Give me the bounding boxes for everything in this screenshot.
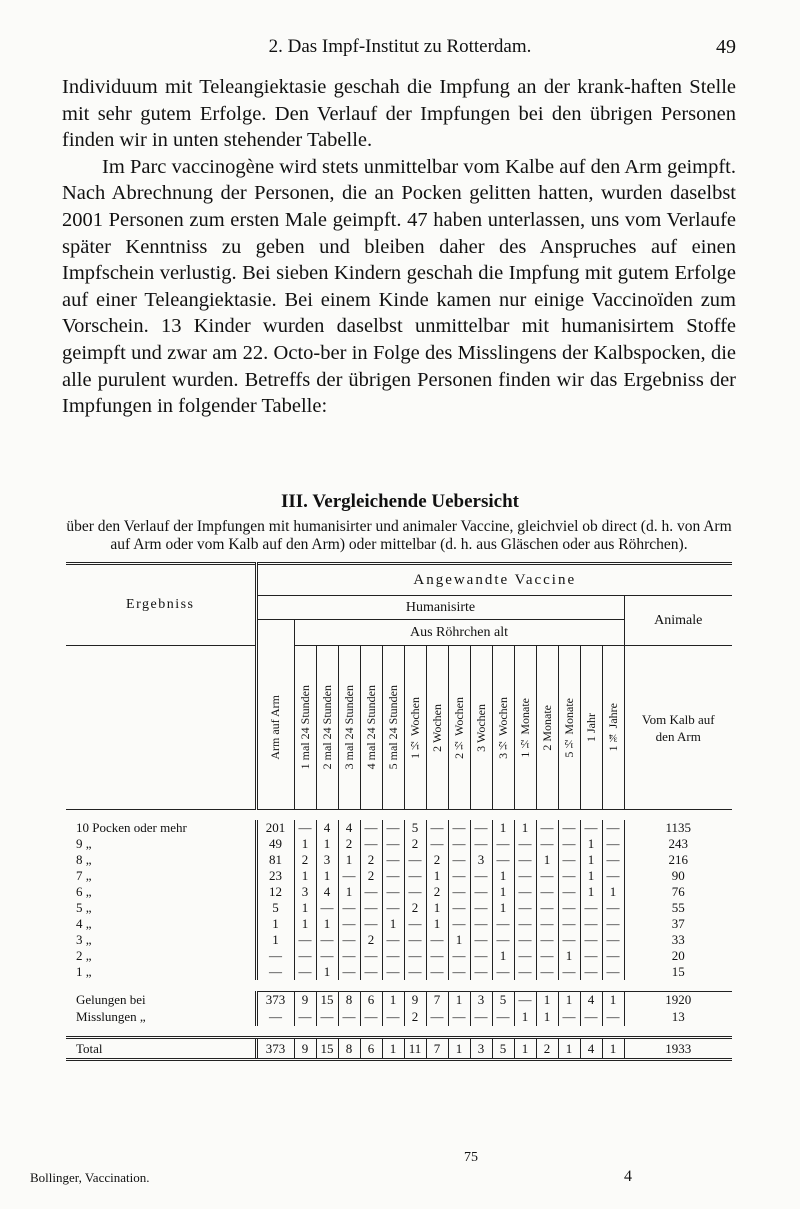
row-label: 3 „ (76, 931, 92, 947)
cell: — (404, 884, 426, 900)
cell: 5 (492, 992, 514, 1009)
cell: 1 (580, 884, 602, 900)
cell: 9 (404, 992, 426, 1009)
table-row (66, 884, 732, 900)
humanisirte-sum: 75 (464, 1150, 478, 1165)
col-header: 1½ Wochen (407, 696, 422, 759)
cell: 20 (624, 948, 732, 964)
cell: — (360, 916, 382, 932)
cell: 8 (338, 992, 360, 1009)
cell: — (558, 1009, 580, 1026)
table-row (66, 964, 732, 980)
footer (30, 1170, 770, 1190)
cell: — (382, 900, 404, 916)
cell: 33 (624, 932, 732, 948)
cell: 1 (338, 884, 360, 900)
col-header: 3 Wochen (473, 703, 488, 752)
cell: — (514, 916, 536, 932)
cell: — (470, 932, 492, 948)
cell: — (448, 868, 470, 884)
row-label: 5 „ (76, 899, 92, 915)
cell: — (536, 836, 558, 852)
cell: — (558, 852, 580, 868)
cell: 1 (316, 868, 338, 884)
cell: 1933 (624, 1038, 732, 1060)
col-header: 2½ Wochen (451, 696, 466, 759)
cell: — (426, 964, 448, 980)
cell: — (360, 964, 382, 980)
cell: 1 (492, 884, 514, 900)
cell: — (558, 900, 580, 916)
summary-row (66, 1009, 732, 1026)
cell: 23 (256, 868, 294, 884)
cell: — (360, 884, 382, 900)
cell: 3 (470, 1038, 492, 1060)
cell: — (514, 932, 536, 948)
cell: — (448, 948, 470, 964)
cell: — (338, 868, 360, 884)
cell: 1 (448, 932, 470, 948)
cell: — (470, 868, 492, 884)
cell: 2 (426, 884, 448, 900)
cell: — (338, 916, 360, 932)
table-row (66, 836, 732, 852)
cell: — (580, 948, 602, 964)
cell: — (316, 1009, 338, 1026)
cell: — (536, 884, 558, 900)
table-row (66, 900, 732, 916)
cell: — (470, 884, 492, 900)
cell: 1 (338, 852, 360, 868)
cell: 1 (448, 1038, 470, 1060)
cell: — (580, 1009, 602, 1026)
cell: 1 (426, 868, 448, 884)
cell: — (470, 964, 492, 980)
cell: — (426, 836, 448, 852)
cell: — (514, 900, 536, 916)
cell: — (514, 836, 536, 852)
cell: — (338, 948, 360, 964)
cell: 1 (602, 884, 624, 900)
cell: — (382, 1009, 404, 1026)
cell: — (360, 948, 382, 964)
cell: 49 (256, 836, 294, 852)
cell: — (426, 932, 448, 948)
cell: 2 (404, 900, 426, 916)
cell: 1 (492, 900, 514, 916)
col-header: 1 Jahr (583, 713, 598, 742)
cell: 5 (404, 820, 426, 836)
cell: 216 (624, 852, 732, 868)
cell: 1135 (624, 820, 732, 836)
cell: — (382, 868, 404, 884)
cell: 12 (256, 884, 294, 900)
cell: — (316, 932, 338, 948)
row-label: 6 „ (76, 883, 92, 899)
cell: — (536, 964, 558, 980)
cell: 1 (514, 1009, 536, 1026)
cell: 1 (382, 992, 404, 1009)
table-caption: über den Verlauf der Impfungen mit humanisirter und animaler Vaccine, gleichviel ob direct (d. h. von Arm auf Arm oder vom Kalb auf den Arm) oder mittelbar (d. h. aus Gläschen oder aus Röhrchen). (66, 518, 732, 553)
cell: 3 (294, 884, 316, 900)
cell: — (492, 852, 514, 868)
total-row (66, 1038, 732, 1060)
cell: — (558, 964, 580, 980)
cell: — (514, 992, 536, 1009)
cell: 1 (492, 868, 514, 884)
cell: 55 (624, 900, 732, 916)
cell: — (470, 1009, 492, 1026)
cell: — (294, 1009, 316, 1026)
cell: — (382, 964, 404, 980)
table-row (66, 932, 732, 948)
cell: — (382, 884, 404, 900)
cell: — (294, 948, 316, 964)
header-title: 2. Das Impf-Institut zu Rotterdam. (268, 36, 532, 57)
col-header: 1 mal 24 Stunden (297, 685, 312, 770)
cell: — (426, 1009, 448, 1026)
cell: 1 (448, 992, 470, 1009)
row-label: 7 „ (76, 867, 92, 883)
cell: — (470, 948, 492, 964)
cell: 1 (316, 836, 338, 852)
summary-row (66, 992, 732, 1009)
cell: — (470, 820, 492, 836)
col-header-arm-auf-arm: Arm auf Arm (268, 694, 282, 760)
cell: — (338, 1009, 360, 1026)
row-label: 10 Pocken oder mehr (76, 819, 187, 835)
header-aus-roehrchen: Aus Röhrchen alt (294, 620, 624, 646)
cell: — (558, 884, 580, 900)
col-header-vom-kalb: Vom Kalb auf den Arm (624, 646, 732, 810)
cell: — (294, 932, 316, 948)
cell: 1 (580, 868, 602, 884)
col-header: 2 Wochen (429, 703, 444, 752)
cell: — (602, 1009, 624, 1026)
cell: 15 (316, 992, 338, 1009)
table-row (66, 916, 732, 932)
col-header: 1½ Monate (517, 697, 532, 758)
cell: — (360, 1009, 382, 1026)
cell: — (382, 836, 404, 852)
cell: — (470, 916, 492, 932)
cell: 11 (404, 1038, 426, 1060)
cell: — (536, 932, 558, 948)
cell: 2 (536, 1038, 558, 1060)
cell: — (558, 916, 580, 932)
cell: 5 (256, 900, 294, 916)
cell: — (580, 964, 602, 980)
cell: — (448, 852, 470, 868)
header-angewandte-vaccine: Angewandte Vaccine (256, 564, 732, 596)
cell: — (536, 900, 558, 916)
cell: 13 (624, 1009, 732, 1026)
cell: — (448, 916, 470, 932)
cell: 201 (256, 820, 294, 836)
header-animale: Animale (624, 596, 732, 646)
cell: — (514, 948, 536, 964)
row-label: 9 „ (76, 835, 92, 851)
row-label: Gelungen bei (76, 992, 146, 1007)
cell: — (492, 964, 514, 980)
cell: 1 (514, 1038, 536, 1060)
cell: 2 (360, 932, 382, 948)
cell: — (514, 884, 536, 900)
table-row (66, 820, 732, 836)
cell: 1 (558, 948, 580, 964)
cell: — (448, 820, 470, 836)
cell: — (404, 964, 426, 980)
cell: — (448, 964, 470, 980)
cell: — (256, 948, 294, 964)
cell: 1 (602, 992, 624, 1009)
cell: — (316, 900, 338, 916)
cell: — (470, 836, 492, 852)
cell: 2 (338, 836, 360, 852)
cell: — (602, 932, 624, 948)
cell: 2 (294, 852, 316, 868)
col-header: 2 Monate (539, 704, 554, 751)
cell: — (580, 900, 602, 916)
cell: 7 (426, 1038, 448, 1060)
cell: — (602, 868, 624, 884)
cell: 1 (492, 948, 514, 964)
cell: — (338, 964, 360, 980)
cell: 1 (256, 916, 294, 932)
cell: — (514, 964, 536, 980)
cell: — (492, 836, 514, 852)
cell: 1 (316, 916, 338, 932)
col-header: 3 mal 24 Stunden (341, 685, 356, 770)
col-header: 1¾ Jahre (605, 703, 620, 752)
cell: — (360, 836, 382, 852)
cell: 1 (536, 992, 558, 1009)
cell: 1 (382, 916, 404, 932)
cell: 1 (580, 836, 602, 852)
cell: 1 (558, 992, 580, 1009)
cell: — (404, 948, 426, 964)
paragraph: Individuum mit Teleangiektasie geschah die Impfung an der krank-haften Stelle mit sehr gutem Erfolge. Den Verlauf der Impfungen bei den übrigen Personen finden wir in unten stehender Tabelle. (62, 76, 736, 152)
cell: 1 (558, 1038, 580, 1060)
cell: — (316, 948, 338, 964)
cell: — (338, 900, 360, 916)
cell: — (602, 900, 624, 916)
cell: — (448, 836, 470, 852)
cell: 1 (426, 916, 448, 932)
cell: 4 (316, 884, 338, 900)
cell: 3 (470, 852, 492, 868)
footer-signature: 4 (624, 1168, 632, 1185)
cell: 2 (404, 1009, 426, 1026)
cell: — (602, 820, 624, 836)
cell: — (448, 900, 470, 916)
cell: — (492, 1009, 514, 1026)
cell: 243 (624, 836, 732, 852)
cell: 1920 (624, 992, 732, 1009)
cell: 1 (514, 820, 536, 836)
cell: — (602, 836, 624, 852)
cell: 1 (316, 964, 338, 980)
cell: 90 (624, 868, 732, 884)
cell: 5 (492, 1038, 514, 1060)
table-row (66, 868, 732, 884)
cell: — (448, 884, 470, 900)
cell: — (256, 1009, 294, 1026)
cell: — (404, 868, 426, 884)
cell: 37 (624, 916, 732, 932)
cell: 1 (294, 836, 316, 852)
running-header (0, 36, 800, 66)
cell: 7 (426, 992, 448, 1009)
cell: 4 (580, 992, 602, 1009)
cell: 4 (338, 820, 360, 836)
cell: — (536, 948, 558, 964)
cell: 1 (492, 820, 514, 836)
cell: 9 (294, 992, 316, 1009)
cell: — (580, 932, 602, 948)
cell: — (404, 916, 426, 932)
body-text (62, 74, 736, 420)
cell: 1 (294, 900, 316, 916)
cell: — (602, 852, 624, 868)
cell: 6 (360, 1038, 382, 1060)
cell: — (470, 900, 492, 916)
cell: — (602, 948, 624, 964)
cell: — (294, 820, 316, 836)
cell: — (558, 868, 580, 884)
cell: 3 (470, 992, 492, 1009)
header-humanisirte: Humanisirte (256, 596, 624, 620)
table-title: III. Vergleichende Uebersicht (280, 491, 519, 512)
row-label: 1 „ (76, 963, 92, 979)
cell: — (514, 868, 536, 884)
cell: — (558, 820, 580, 836)
cell: 373 (256, 992, 294, 1009)
cell: — (360, 900, 382, 916)
row-label: Total (66, 1038, 256, 1060)
cell: — (536, 916, 558, 932)
col-header: 3½ Wochen (495, 696, 510, 759)
cell: — (492, 932, 514, 948)
cell: 9 (294, 1038, 316, 1060)
cell: 373 (256, 1038, 294, 1060)
cell: 1 (536, 1009, 558, 1026)
cell: — (382, 948, 404, 964)
cell: — (382, 820, 404, 836)
cell: — (360, 820, 382, 836)
cell: 1 (294, 916, 316, 932)
cell: 1 (382, 1038, 404, 1060)
cell: — (426, 820, 448, 836)
cell: — (338, 932, 360, 948)
cell: 1 (580, 852, 602, 868)
cell: 15 (624, 964, 732, 980)
cell: — (602, 964, 624, 980)
cell: 1 (602, 1038, 624, 1060)
cell: 15 (316, 1038, 338, 1060)
cell: — (580, 916, 602, 932)
cell: 1 (536, 852, 558, 868)
cell: — (514, 852, 536, 868)
cell: — (382, 852, 404, 868)
table-row (66, 948, 732, 964)
cell: — (602, 916, 624, 932)
cell: 81 (256, 852, 294, 868)
row-label: 8 „ (76, 851, 92, 867)
col-header: 4 mal 24 Stunden (363, 685, 378, 770)
cell: — (256, 964, 294, 980)
col-header: 5½ Monate (561, 697, 576, 758)
cell: — (558, 932, 580, 948)
cell: 3 (316, 852, 338, 868)
cell: — (558, 836, 580, 852)
results-table (66, 562, 732, 1061)
cell: 8 (338, 1038, 360, 1060)
cell: 1 (426, 900, 448, 916)
cell: — (448, 1009, 470, 1026)
cell: — (404, 852, 426, 868)
cell: — (580, 820, 602, 836)
cell: — (294, 964, 316, 980)
cell: 1 (256, 932, 294, 948)
header-ergebniss: Ergebniss (66, 564, 256, 646)
cell: 2 (426, 852, 448, 868)
cell: — (536, 820, 558, 836)
cell: 1 (294, 868, 316, 884)
row-label: 4 „ (76, 915, 92, 931)
cell: 2 (404, 836, 426, 852)
table-row (66, 852, 732, 868)
cell: 2 (360, 852, 382, 868)
col-header: 5 mal 24 Stunden (385, 685, 400, 770)
cell: — (426, 948, 448, 964)
cell: 4 (580, 1038, 602, 1060)
cell: 76 (624, 884, 732, 900)
page-number: 49 (716, 36, 736, 58)
col-header: 2 mal 24 Stunden (319, 685, 334, 770)
footer-author: Bollinger, Vaccination. (30, 1170, 150, 1185)
cell: 4 (316, 820, 338, 836)
row-label: Misslungen „ (76, 1009, 146, 1024)
cell: 6 (360, 992, 382, 1009)
cell: 2 (360, 868, 382, 884)
cell: — (382, 932, 404, 948)
paragraph: Im Parc vaccinogène wird stets unmittelbar vom Kalbe auf den Arm geimpft. Nach Abrechnung der Personen, die an Pocken gelitten hatten, wurden daselbst 2001 Personen zum ersten Male geimpft. 47 haben unterlassen, uns vom Verlaufe später Kenntniss zu geben und bleiben daher des Anspruches auf einen Impfschein verlustig. Bei sieben Kindern geschah die Impfung mit gutem Erfolge auf einer Teleangiektasie. Bei einem Kinde kamen nur einige Vaccinoïden zum Vorschein. 13 Kinder wurden daselbst unmittelbar mit humanisirtem Stoffe geimpft und zwar am 22. Octo-ber in Folge des Misslingens der Kalbspocken, die alle purulent wurden. Betreffs der übrigen Personen finden wir das Ergebniss der Impfungen in folgender Tabelle: (62, 155, 736, 418)
cell: — (492, 916, 514, 932)
cell: — (536, 868, 558, 884)
cell: — (404, 932, 426, 948)
row-label: 2 „ (76, 947, 92, 963)
